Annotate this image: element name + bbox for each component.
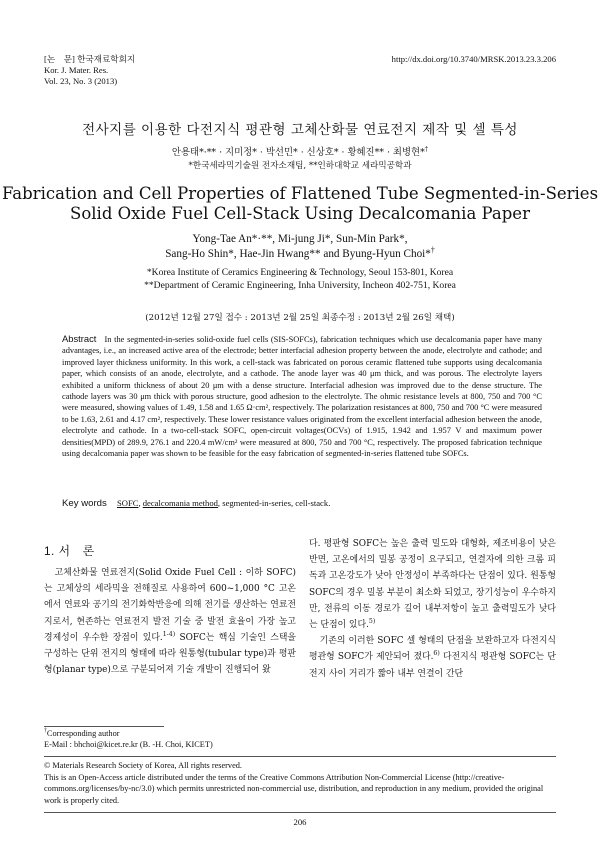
journal-volume: Vol. 23, No. 3 (2013) [44,76,118,86]
journal-header-left [44,54,135,87]
korean-title: 전사지를 이용한 다전지식 평관형 고체산화물 연료전지 제작 및 셀 특성 [82,122,518,138]
bottom-rule [44,812,556,813]
page-number: 206 [293,817,307,827]
body-column-left [44,565,296,678]
english-title [0,184,600,224]
english-affiliation-1: *Korea Institute of Ceramics Engineering & Technology, Seoul 153-801, Korea [146,267,454,278]
doi-link[interactable]: http://dx.doi.org/10.3740/MRSK.2013.23.3.206 [391,54,556,64]
abstract-text: In the segmented-in-series solid-oxide fuel cells (SIS-SOFCs), fabrication techniques which use decalcomania paper have many advantages, i.e., an increased active area of the electrode; better interfacial adhesion property between the anode, electrolyte and cathode; and improved layer thickness uniformity. In this work, a cell-stack was fabricated on porous ceramic flattened tube supports using decalcomania paper, which consists of an anode, electrolyte, and a cathode. The anode layer was 40 μm thick, and was porous. The electrolyte layers exhibited a uniform thickness of about 20 μm with a dense structure. Interfacial adhesion was improved due to the dense structure. The cathode layers was 30 μm thick with porous structure, good adhesion to the electrolyte. The ohmic resistance levels at 800, 750 and 700 °C were measured, showing values of 1.49, 1.58 and 1.65 Ω·cm², respectively. The polarization resistances at 800, 750 and 700 °C were measured to be 1.63, 2.61 and 4.17 cm², respectively. These lower resistance values originated from the excellent interfacial adhesion between the anode, electrolyte and cathode. In a two-cell-stack SOFC, open-circuit voltages(OCVs) of 1.915, 1.942 and 1.957 V and maximum power densities(MPD) of 289.9, 276.1 and 220.4 mW/cm² were measured at 800, 750 and 700 °C, respectively. The proposed fabrication technique using decalcomania paper was shown to be feasible for the easy fabrication of segmented-in-series flattened tube SOFCs. [62,335,543,459]
keyword-item: segmented-in-series [222,498,291,508]
english-authors [0,232,600,262]
keywords-label: Key words [62,498,107,509]
korean-affiliations: *한국세라믹기술원 전자소재팀, **인하대학교 세라믹공학과 [188,161,412,171]
citation: 1-4) [162,630,176,638]
korean-authors-dagger: † [424,144,429,153]
keyword-item: cell-stack [295,498,329,508]
korean-authors-text: 안용태*·** · 지미정* · 박선민* · 신상호* · 황혜진** · 최병현* [171,147,425,158]
english-authors-dagger: † [430,245,435,255]
copyright-divider [44,756,556,757]
korean-authors [0,144,600,158]
english-authors-line-1: Yong-Tae An*·**, Mi-jung Ji*, Sun-Min Park*, [192,233,408,245]
dagger-mark: † [44,728,47,735]
keyword-item: SOFC [116,498,139,508]
journal-english-name: Kor. J. Mater. Res. [44,65,109,75]
copyright-notice: © Materials Research Society of Korea, All rights reserved. This is an Open-Access article distributed under the terms of the Creative Commons Attribution Non-Commercial License (http://creative-commons.org/licenses/by-nc/3.0) which permits unrestricted non-commercial use, distribution, and reproduction in any medium, provided the original work is properly cited. [44,761,544,805]
keywords: Key words SOFC, decalcomania method, segmented-in-series, cell-stack. [62,498,331,509]
keyword-item: decalcomania method [142,498,218,508]
body-paragraph: 다. 평판형 SOFC는 높은 출력 밀도와 대형화, 제조비용이 낮은 반면, 고온에서의 밀봉 공정이 요구되고, 연결자에 의한 크롬 피독과 고온강도가 낮아 안정성이 부족하다는 단점이 있다. 원통형 SOFC의 경우 밀봉 부분이 최소화 되었고, 장기성능이 우수하지만, 전류의 이동 경로가 길어 내부저항이 높고 출력밀도가 낮다는 단점이 있다.$^{5)}$ [309,539,556,631]
english-title-line-1: Fabrication and Cell Properties of Flattened Tube Segmented-in-Series [1,184,599,203]
citation: 6) [433,650,440,658]
english-affiliation-2: **Department of Ceramic Engineering, Inha University, Incheon 402-751, Korea [144,280,456,291]
corresponding-author-note: †Corresponding author E-Mail : bhchoi@kicet.re.kr (B. -H. Choi, KICET) [44,728,213,750]
abstract [62,333,542,459]
corresponding-email: E-Mail : bhchoi@kicet.re.kr (B. -H. Choi, KICET) [44,740,213,750]
body-column-right [309,536,556,682]
journal-korean-name: [논 문] 한국재료학회지 [44,54,136,64]
english-affiliations [0,266,600,292]
english-title-line-2: Solid Oxide Fuel Cell-Stack Using Decalcomania Paper [70,204,530,223]
body-paragraph: 기존의 이러한 SOFC 셀 형태의 단점을 보완하고자 다전지식 평관형 SOFC가 제안되어 졌다.$^{6)}$ 다전지식 평관형 SOFC는 단전지 사이 거리가 짧아 내부 연결이 간단 [309,636,556,679]
body-paragraph: 고체산화물 연료전지(Solid Oxide Fuel Cell : 이하 SOFC)는 고체상의 세라믹을 전해질로 사용하여 600~1,000 °C 고온에서 연료와 공기의 전기화학반응에 의해 전기를 생산하는 연료전지로서, 현존하는 연료전지 발전 기술 중 발전 효율이 가장 높고 경제성이 우수한 장점이 있다.$^{1-4)}$ SOFC는 핵심 기술인 스택을 구성하는 단위 전지의 형태에 따라 원통형(tubular type)과 평판형(planar type)으로 구분되어져 기술 개발이 진행되어 왔 [44,568,296,676]
citation: 5) [368,618,376,626]
abstract-label: Abstract [62,333,97,344]
submission-dates: (2012년 12월 27일 접수 : 2013년 2월 25일 최종수정 : 2013년 2월 26일 채택) [145,313,455,323]
english-authors-line-2: Sang-Ho Shin*, Hae-Jin Hwang** and Byung-Hyun Choi* [165,248,431,260]
footnote-divider [44,726,164,727]
section-heading-introduction: 1. 서 론 [44,544,95,558]
